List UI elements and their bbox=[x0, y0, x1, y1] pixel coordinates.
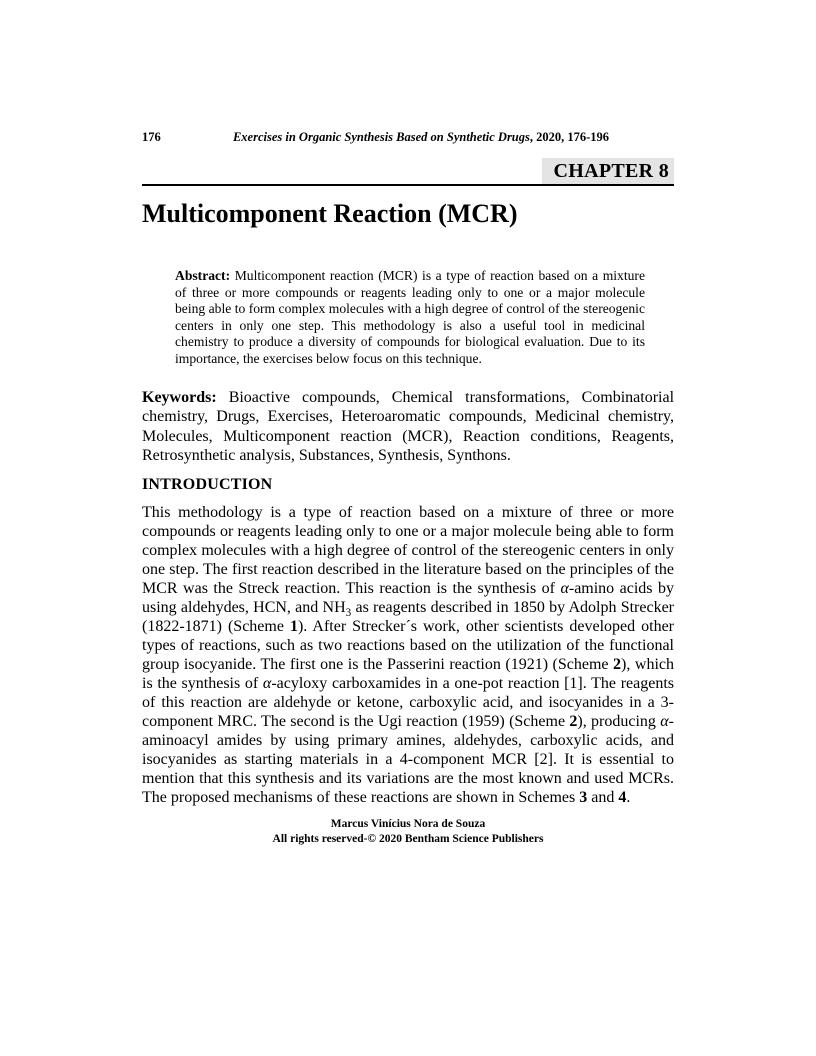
abstract-paragraph bbox=[142, 268, 674, 368]
running-header bbox=[142, 130, 674, 146]
page-number: 176 bbox=[142, 130, 161, 144]
running-title-issue: , 2020, 176-196 bbox=[529, 130, 610, 144]
keywords-text: Bioactive compounds, Chemical transformations, Combinatorial chemistry, Drugs, Exercises, Heteroaromatic compounds, Medicinal chemistry, Molecules, Multicomponent reaction (MCR), Reaction conditions, Reagents, Retrosynthetic analysis, Substances, Synthesis, Synthons. bbox=[142, 388, 675, 465]
chapter-label: CHAPTER 8 bbox=[542, 158, 674, 184]
running-title-book: Exercises in Organic Synthesis Based on Synthetic Drugs bbox=[232, 130, 530, 144]
chapter-banner bbox=[142, 158, 674, 186]
abstract-label: Abstract: bbox=[175, 268, 231, 283]
chapter-title: Multicomponent Reaction (MCR) bbox=[142, 199, 518, 228]
footer-author: Marcus Vinícius Nora de Souza bbox=[330, 818, 486, 830]
section-heading-introduction: INTRODUCTION bbox=[142, 475, 273, 493]
footer-copyright: All rights reserved-© 2020 Bentham Science Publishers bbox=[272, 833, 544, 845]
running-title bbox=[142, 130, 674, 145]
abstract-text: Multicomponent reaction (MCR) is a type of reaction based on a mixture of three or more compounds or reagents leading only to one or a major molecule being able to form complex molecules with a high degree of control of the stereogenic centers in only one step. This methodology is also a useful tool in medicinal chemistry to produce a diversity of compounds for biological evaluation. Due to its importance, the exercises below focus on this technique. bbox=[175, 268, 645, 366]
keywords-paragraph bbox=[142, 388, 674, 466]
introduction-paragraph: This methodology is a type of reaction based on a mixture of three or more compounds or reagents leading only to one or a major molecule being able to form complex molecules with a high degree of control of the stereogenic centers in only one step. The first reaction described in the literature based on the principles of the MCR was the Streck reaction. This reaction is the synthesis of α-amino acids by using aldehydes, HCN, and $NH_3$ as reagents described in 1850 by Adolph Strecker (1822-1871) (Scheme 1). After Strecker´s work, other scientists developed other types of reactions, such as two reactions based on the utilization of the functional group isocyanide. The first one is the Passerini reaction (1921) (Scheme 2), which is the synthesis of α-acyloxy carboxamides in a one-pot reaction [1]. The reagents of this reaction are aldehyde or ketone, carboxylic acid, and isocyanides in a 3-component MRC. The second is the Ugi reaction (1959) (Scheme 2), producing α-aminoacyl amides by using primary amines, aldehydes, carboxylic acids, and isocyanides as starting materials in a 4-component MCR [2]. It is essential to mention that this synthesis and its variations are the most known and used MCRs. The proposed mechanisms of these reactions are shown in Schemes 3 and 4. bbox=[142, 503, 675, 806]
page-footer bbox=[0, 817, 816, 847]
keywords-label: Keywords: bbox=[142, 388, 217, 406]
